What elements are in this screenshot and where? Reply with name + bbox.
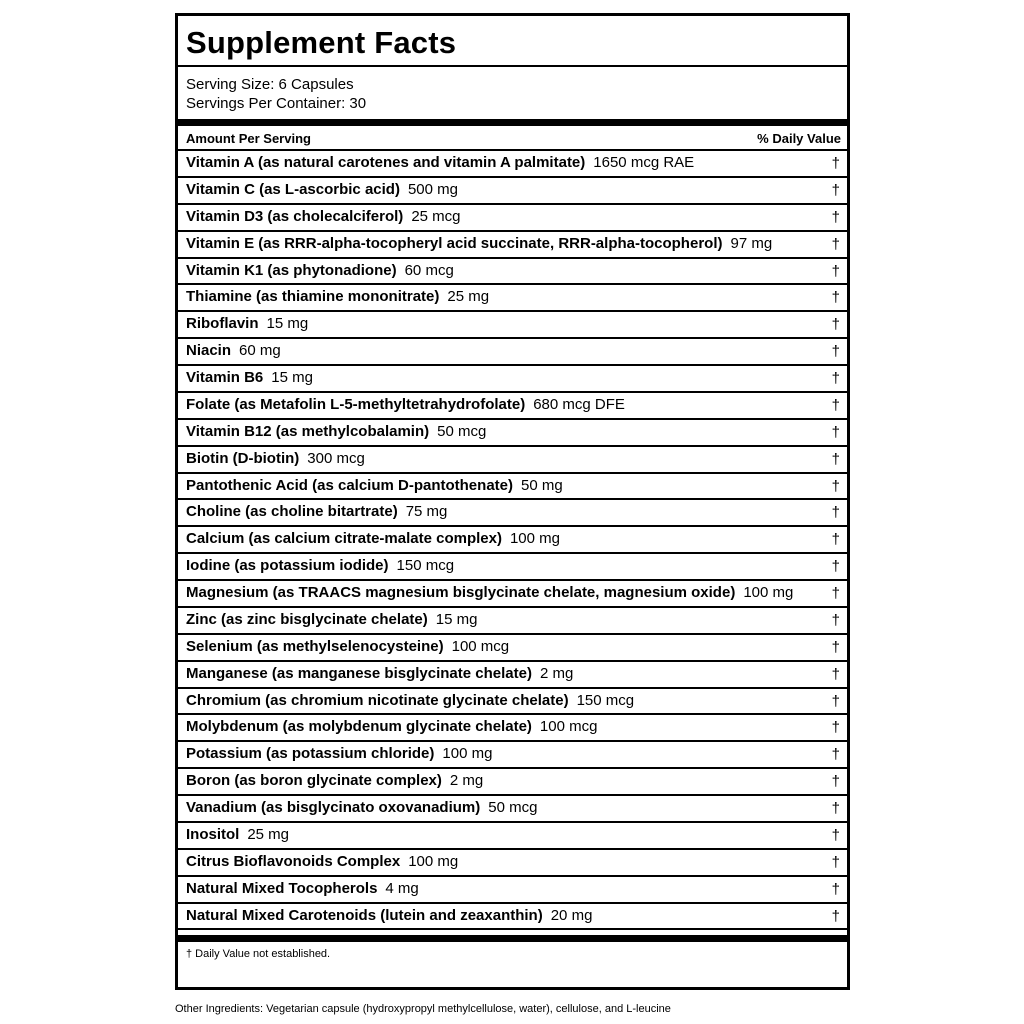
daily-value-mark: †: [831, 396, 840, 414]
nutrient-amount: 2 mg: [539, 664, 574, 682]
nutrient-amount: 15 mg: [435, 610, 478, 628]
servings-per-container: Servings Per Container: 30: [186, 95, 367, 112]
nutrient-amount: 100 mg: [509, 530, 561, 548]
nutrient-name-text: Iodine (as potassium iodide): [186, 557, 389, 575]
nutrient-name-text: Vitamin B12 (as methylcobalamin): [186, 422, 430, 440]
daily-value-mark: †: [831, 208, 840, 226]
nutrient-name-text: Vitamin C (as L-ascorbic acid): [186, 180, 400, 198]
daily-value-mark: †: [831, 370, 840, 387]
nutrient-name: [186, 499, 447, 525]
daily-value-mark: †: [831, 826, 840, 844]
daily-value-mark: †: [831, 853, 840, 871]
table-row: [178, 312, 847, 339]
nutrient-name: [186, 903, 592, 929]
table-row: [178, 796, 847, 823]
nutrient-name: [186, 473, 563, 499]
divider-bar-top: [178, 119, 847, 126]
nutrient-amount: 25 mg: [447, 288, 490, 306]
title-section: [178, 16, 847, 67]
daily-value-mark: †: [831, 155, 840, 172]
nutrient-name-text: Folate (as Metafolin L-5-methyltetrahydrofolate): [186, 395, 526, 413]
daily-value-mark: †: [831, 289, 840, 307]
nutrient-name-text: Selenium (as methylselenocysteine): [186, 637, 444, 655]
daily-value-mark: †: [831, 423, 840, 441]
table-row: [178, 608, 847, 635]
nutrient-name-text: Pantothenic Acid (as calcium D-pantothenate): [186, 476, 513, 494]
nutrient-name: [186, 284, 489, 310]
table-row: [178, 339, 847, 366]
table-row: [178, 259, 847, 286]
nutrient-name: [186, 150, 694, 176]
nutrient-name-text: Vitamin E (as RRR-alpha-tocopheryl acid succinate, RRR-alpha-tocopherol): [186, 234, 723, 252]
nutrient-name-text: Citrus Bioflavonoids Complex: [186, 852, 401, 870]
table-row: [178, 715, 847, 742]
nutrient-name-text: Vitamin A (as natural carotenes and vitamin A palmitate): [186, 154, 586, 171]
nutrient-name: [186, 446, 365, 472]
nutrient-name: [186, 204, 461, 230]
table-row: [178, 366, 847, 393]
table-row: [178, 420, 847, 447]
daily-value-mark: †: [831, 773, 840, 791]
nutrient-name: [186, 795, 537, 821]
table-row: [178, 581, 847, 608]
nutrient-name: [186, 177, 458, 203]
nutrient-amount: 97 mg: [730, 234, 773, 252]
table-row: [178, 178, 847, 205]
daily-value-mark: †: [831, 746, 840, 764]
daily-value-mark: †: [831, 558, 840, 576]
nutrient-amount: 1650 mcg RAE: [593, 154, 695, 171]
nutrient-amount: 15 mg: [266, 315, 309, 333]
table-header: [178, 126, 847, 151]
daily-value-mark: †: [831, 665, 840, 683]
nutrient-amount: 50 mcg: [437, 422, 487, 440]
table-row: [178, 447, 847, 474]
nutrient-name-text: Boron (as boron glycinate complex): [186, 772, 442, 790]
supplement-facts-panel: [175, 13, 850, 990]
daily-value-mark: †: [831, 692, 840, 710]
table-row: [178, 689, 847, 716]
nutrient-amount: 100 mg: [442, 745, 493, 763]
daily-value-mark: †: [831, 907, 840, 925]
nutrient-name-text: Zinc (as zinc bisglycinate chelate): [186, 610, 428, 628]
nutrient-name-text: Magnesium (as TRAACS magnesium bisglycinate chelate, magnesium oxide): [186, 584, 736, 601]
nutrient-amount: 100 mcg: [539, 718, 598, 736]
nutrient-name: [186, 392, 625, 418]
nutrient-name: [186, 768, 483, 794]
nutrient-name: [186, 311, 308, 337]
nutrient-name: [186, 741, 492, 767]
nutrient-name-text: Biotin (D-biotin): [186, 449, 300, 467]
nutrient-amount: 100 mg: [408, 852, 459, 870]
table-row: [178, 285, 847, 312]
table-row: [178, 500, 847, 527]
nutrient-amount: 500 mg: [407, 180, 459, 198]
daily-value-mark: †: [831, 316, 840, 334]
daily-value-mark: †: [831, 343, 840, 361]
nutrient-amount: 100 mg: [743, 584, 794, 601]
nutrient-name: [186, 714, 597, 740]
nutrient-name-text: Vitamin K1 (as phytonadione): [186, 261, 397, 279]
table-row: [178, 527, 847, 554]
nutrient-amount: 25 mg: [247, 825, 290, 843]
nutrient-name-text: Molybdenum (as molybdenum glycinate chelate): [186, 718, 532, 736]
nutrient-name-text: Chromium (as chromium nicotinate glycinate chelate): [186, 691, 569, 709]
nutrient-name-text: Natural Mixed Carotenoids (lutein and zeaxanthin): [186, 906, 543, 924]
table-row: [178, 742, 847, 769]
nutrient-name: [186, 258, 454, 284]
nutrient-name: [186, 338, 281, 364]
table-row: [178, 205, 847, 232]
nutrient-name-text: Choline (as choline bitartrate): [186, 503, 398, 521]
nutrient-amount: 680 mcg DFE: [533, 395, 625, 413]
nutrient-name-text: Niacin: [186, 342, 232, 360]
nutrient-amount: 15 mg: [271, 369, 313, 386]
nutrient-amount: 60 mg: [239, 342, 281, 360]
nutrient-name-text: Vitamin B6: [186, 369, 264, 386]
nutrient-name: [186, 553, 454, 579]
nutrient-amount: 2 mg: [449, 772, 484, 790]
daily-value-mark: †: [831, 611, 840, 629]
serving-size: Serving Size: 6 Capsules: [186, 76, 354, 93]
daily-value-mark: †: [831, 450, 840, 468]
daily-value-mark: †: [831, 235, 840, 253]
nutrient-amount: 50 mcg: [488, 799, 538, 816]
nutrient-name: [186, 634, 509, 660]
nutrient-amount: 75 mg: [405, 503, 448, 521]
nutrient-amount: 150 mcg: [396, 557, 455, 575]
table-row: [178, 904, 847, 931]
nutrient-amount: 60 mcg: [404, 261, 454, 279]
nutrient-table: [178, 151, 847, 930]
daily-value-mark: †: [831, 531, 840, 549]
daily-value-mark: †: [831, 800, 840, 817]
nutrient-name-text: Potassium (as potassium chloride): [186, 745, 435, 763]
nutrient-name-text: Calcium (as calcium citrate-malate complex): [186, 530, 502, 548]
daily-value-mark: †: [831, 477, 840, 495]
table-row: [178, 662, 847, 689]
table-row: [178, 232, 847, 259]
nutrient-name: [186, 822, 289, 848]
table-row: [178, 474, 847, 501]
other-ingredients: Other Ingredients: Vegetarian capsule (hydroxypropyl methylcellulose, water), cellulose, and L-leucine: [175, 1003, 671, 1015]
daily-value-mark: †: [831, 638, 840, 656]
table-row: [178, 554, 847, 581]
nutrient-name: [186, 688, 634, 714]
nutrient-amount: 150 mcg: [576, 691, 635, 709]
divider-bar-bottom: [178, 935, 847, 942]
nutrient-name-text: Natural Mixed Tocopherols: [186, 879, 378, 897]
nutrient-name: [186, 849, 458, 875]
nutrient-amount: 4 mg: [385, 879, 419, 897]
nutrient-name-text: Inositol: [186, 825, 240, 843]
table-row: [178, 823, 847, 850]
nutrient-name: [186, 876, 419, 902]
amount-per-serving-header: Amount Per Serving: [186, 131, 311, 146]
nutrient-name-text: Vitamin D3 (as cholecalciferol): [186, 207, 404, 225]
table-row: [178, 850, 847, 877]
nutrient-amount: 300 mcg: [307, 449, 365, 467]
nutrient-name: [186, 607, 477, 633]
nutrient-name: [186, 580, 793, 606]
page-title: Supplement Facts: [186, 25, 457, 60]
footnote: † Daily Value not established.: [186, 948, 331, 960]
daily-value-mark: †: [831, 585, 840, 602]
daily-value-mark: †: [831, 181, 840, 199]
nutrient-name: [186, 419, 486, 445]
table-row: [178, 393, 847, 420]
daily-value-mark: †: [831, 719, 840, 737]
table-row: [178, 151, 847, 178]
table-row: [178, 769, 847, 796]
daily-value-mark: †: [831, 880, 840, 898]
nutrient-name: [186, 526, 560, 552]
nutrient-name: [186, 365, 313, 391]
daily-value-header: % Daily Value: [757, 131, 841, 146]
nutrient-name-text: Riboflavin: [186, 315, 259, 333]
table-row: [178, 877, 847, 904]
nutrient-amount: 50 mg: [521, 476, 563, 494]
table-row: [178, 635, 847, 662]
nutrient-name: [186, 661, 573, 687]
nutrient-amount: 100 mcg: [451, 637, 510, 655]
nutrient-name-text: Manganese (as manganese bisglycinate chelate): [186, 664, 532, 682]
nutrient-amount: 25 mcg: [411, 207, 461, 225]
serving-info: [186, 75, 366, 113]
daily-value-mark: †: [831, 262, 840, 280]
nutrient-amount: 20 mg: [550, 906, 593, 924]
daily-value-mark: †: [831, 504, 840, 522]
nutrient-name: [186, 231, 772, 257]
nutrient-name-text: Thiamine (as thiamine mononitrate): [186, 288, 440, 306]
nutrient-name-text: Vanadium (as bisglycinato oxovanadium): [186, 799, 481, 816]
